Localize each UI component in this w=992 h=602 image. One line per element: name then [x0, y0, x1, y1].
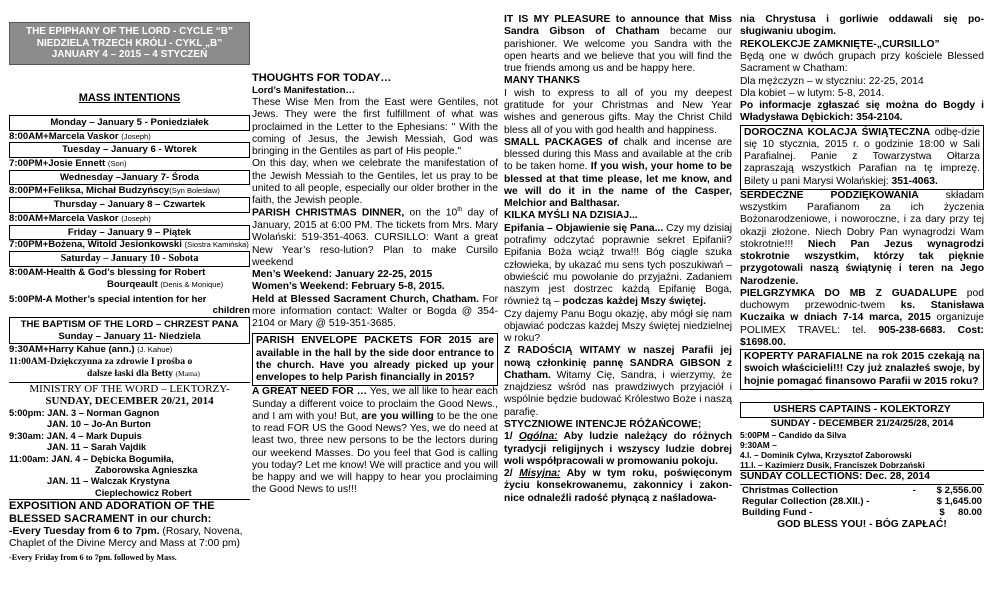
- table-row: Building Fund - $ 80.00: [742, 507, 982, 519]
- title-line-3: JANUARY 4 – 2015 – 4 STYCZEŃ: [51, 49, 208, 60]
- thoughts-heading: THOUGHTS FOR TODAY…: [252, 72, 392, 84]
- exposition-friday: -Every Friday from 6 to 7pm. followed by Mass.: [9, 552, 177, 562]
- mass-entry: 9:30AM+Harry Kahue (ann.) (J. Kahue): [9, 344, 173, 356]
- thoughts-column: [252, 0, 498, 602]
- mass-entry: 11:00AM-Dziękczynna za zdrowie I prośba o dalsze łaski dla Betty (Mama): [9, 356, 200, 379]
- saturday-header: Saturday – January 10 - Sobota: [9, 251, 250, 267]
- intention-continuation: nia Chrystusa i gorliwie oddawali się po-sługiwaniu ubogim.: [740, 14, 984, 38]
- mass-entry: 7:00PM+Bożena, Witold Jesionkowski (Siostra Kamińska): [9, 239, 249, 251]
- bulletin-title-banner: [9, 22, 250, 65]
- collections-table: [740, 485, 984, 519]
- envelope-packets-notice: PARISH ENVELOPE PACKETS FOR 2015 are available in the hall by the side door entrance to the church. Have you already picked up your envelopes to help Parish financially in 2015?: [252, 333, 498, 386]
- ushers-heading: USHERS CAPTAINS - KOLEKTORZY: [740, 402, 984, 419]
- small-packages-text: SMALL PACKAGES of chalk and incense are blessed during this Mass and available at the crib to be taken home. If you wish, your home to be blessed at that time please, let me know, and we will do it in the name of the Casper, Melchior and Balthasar.: [504, 136, 732, 210]
- thanks-text: I wish to express to all of you my deepest gratitude for your Christmas and New Year wishes and generous gifts. May the Christ Child bless all of you with god health and happiness.: [504, 87, 732, 136]
- table-row: Christmas Collection - $ 2,556.00: [742, 484, 982, 496]
- epifania-question: Czy dajemy Panu Bogu okazję, aby mógł się nam objawiać podczas każdej Mszy świętej niedzielnej w roku?: [504, 308, 732, 345]
- mass-intentions-heading: MASS INTENTIONS: [78, 91, 181, 104]
- title-line-1: THE EPIPHANY OF THE LORD - CYCLE “B”: [25, 26, 234, 37]
- monday-header: Monday – January 5 - Poniedziałek: [9, 115, 250, 131]
- exposition-heading: EXPOSITION AND ADORATION OF THE BLESSED SACRAMENT in our church:: [9, 499, 250, 526]
- exposition-tuesday: -Every Tuesday from 6 to 7pm. (Rosary, Novena, Chaplet of the Divine Mercy and Mass at 7:00 pm): [9, 526, 243, 550]
- mass-entry: 7:00PM+Josie Ennett (Son): [9, 158, 127, 170]
- radoscia-text: Z RADOŚCIĄ WITAMY w naszej Parafii jej nową członkinię pannę SANDRA GIBSON z Chatham. Witamy Cię, Sandra, i wierzymy, że znajdziesz wśród nas prawdziwych przyjaciół i wspólnie będzie budować Królestwo Boże i naszą parafię.: [504, 345, 732, 418]
- ushers-list: SUNDAY - DECEMBER 21/24/25/28, 2014 5:00PM – Candido da Silva 9:30AM – 4.l. – Dominik Cylwa, Krzysztof Zaborowski 11.l. – Kazimierz Dusik, Franciszek Dobrzański: [740, 418, 954, 471]
- mass-entry: 8:00PM+Feliksa, Michał Budzyńscy(Syn Bolesław): [9, 185, 220, 197]
- pilgrimage-text: PIELGRZYMKA DO MB Z GUADALUPE pod duchowym przewodnic-twem ks. Stanisława Kuczaika w dniach 7-14 marca, 2015 organizuje POLIMEX TRAVEL: tel. 905-238-6683. Cost: $1698.00.: [740, 287, 984, 348]
- envelopes-polish-notice: KOPERTY PARAFIALNE na rok 2015 czekają na swoich właścicieli!!! Czy już znalazłeś swoje, by hojnie pomagać finansowo Parafii w 2015 roku?: [740, 349, 984, 390]
- epifania-text: Epifania – Objawienie się Pana... Czy my dzisiaj potrafimy odczytać poprawnie sekret Epifanii? Epifania Boża wciąż trwa!!! Bóg ciągle szuka człowieka, by ukazać mu sens tych poszukiwań – obwieścić mu powołanie do przyjaźni. Zadaniem naszym jest dostrzec każdą Epifanię Boga, również tą – podczas każdej Mszy świętej.: [504, 222, 732, 308]
- intention-general: 1/ Ogólna: Aby ludzie należący do różnych tyradycji religijnych i wszyscy ludzie dobrej woli współpracowali w promowaniu pokoju.: [504, 431, 732, 467]
- title-line-2: NIEDZIELA TRZECH KRÓLI - CYKL „B”: [36, 37, 223, 49]
- rosary-intentions-heading: STYCZNIOWE INTENCJE RÓŻAŃCOWE;: [504, 418, 702, 430]
- thursday-header: Thursday – January 8 – Czwartek: [9, 197, 250, 213]
- announcements-column: [504, 0, 732, 602]
- friday-header: Friday – January 9 – Piątek: [9, 225, 250, 241]
- mass-entry: 8:00AM+Marcela Vaskor (Joseph): [9, 212, 151, 224]
- manifestation-text: These Wise Men from the East were Gentiles, not Jews. They were the first fulfillment of what was proclaimed in the Letter to the Ephesians: " With the coming of Jesus, the Jewish Messiah, God was bringing in the Gentiles as part of His people." On this day, when we celebrate the manifestation of the Jewish Messiah to the Gentiles, let us pray to be united to all people, especially our older brother in the faith, the Jewish people. PARISH CHRISTMAS DINNER, on the 10th day of January, 2015 at 6:00 PM. The tickets from Mrs. Mary Wolański: 519-351-4063. CURSILLO: Want a great New Year’s reso-lution? Plan to make Cursilo weekend Men’s Weekend: January 22-25, 2015 Women’s Weekend: February 5-8, 2015. Held at Blessed Sacrament Church, Chatham. For more information contact: Walter or Bogda @ 354-2104 or Mary @ 519-351-3685.: [252, 97, 498, 330]
- pleasure-announcement: IT IS MY PLEASURE to announce that Miss Sandra Gibson of Chatham became our parishioner. We welcome you Sandra with the open hearts and we believe that you will find the true friends among us and be happy here.: [504, 14, 732, 74]
- mass-entry: 5:00PM-A Mother’s special intention for her children: [9, 293, 250, 317]
- thanks-polish-text: SERDECZNE PODZIĘKOWANIA składam wszystkim Parafianom za ich życzenia Bożonarodzeniowe, i noworoczne, i za dary przy tej okazji złożone. Niech Dobry Pan wynagrodzi Wam stokrotnie!!! Niech Pan Jezus wynagrodzi stokrotnie wszystkim, którzy tak pięknie przygotowali naszą świątynię i teren na Jego Narodzenie.: [740, 189, 984, 287]
- collections-heading: SUNDAY COLLECTIONS: Dec. 28, 2014: [740, 470, 984, 485]
- mass-intentions-column: [9, 0, 250, 602]
- intention-missionary: 2/ Misyjna: Aby w tym roku, poświęconym życiu konsekrowanemu, zakonnicy i zakon-nice odnaleźli radość płynącą z naśladowa-: [504, 468, 732, 504]
- god-bless-footer: GOD BLESS YOU! - BÓG ZAPŁAĆ!: [777, 518, 947, 530]
- mass-entry: 8:00AM-Health & God’s blessing for Robert Bourqeault (Denis & Monique): [9, 267, 224, 290]
- manifestation-heading: Lord’s Manifestation…: [252, 85, 356, 97]
- kilka-mysli-heading: KILKA MYŚLI NA DZISIAJ...: [504, 210, 638, 222]
- table-row: Regular Collection (28.XII.) - $ 1,645.00: [742, 496, 982, 508]
- cursillo-heading: REKOLEKCJE ZAMKNIĘTE-„CURSILLO”: [740, 38, 940, 50]
- wednesday-header: Wednesday –January 7- Środa: [9, 170, 250, 186]
- lectors-list: 5:00pm: JAN. 3 – Norman Gagnon JAN. 10 – Jo-An Burton 9:30am: JAN. 4 – Mark Dupuis JAN. 11 – Sarah Vajdik 11:00am: JAN. 4 – Dębicka Bogumiła, Zaborowska Agnieszka JAN. 11 – Walczak Krystyna Cieplechowicz Robert: [9, 407, 198, 498]
- polish-notices-column: [740, 0, 984, 602]
- mass-entry: 8:00AM+Marcela Vaskor (Joseph): [9, 130, 151, 142]
- christmas-dinner-notice: DOROCZNA KOLACJA ŚWIĄTECZNA odbę-dzie się 10 stycznia, 2015 r. o godzinie 18:00 w Sali Parafialnej. Panie z Towarzystwa Ołtarza zapraszają wszystkich Parafian na tę imprezę. Bilety u pani Marysi Wolańskiej: 351-4063.: [740, 125, 984, 190]
- thanks-heading: MANY THANKS: [504, 75, 580, 87]
- cursillo-text: Będą one w dwóch grupach przy kościele Blessed Sacrament w Chatham: Dla mężczyzn – w styczniu: 22-25, 2014 Dla kobiet – w lutym: 5-8, 2014. Po informacje zgłaszać się można do Bogdy i Władysława Dębickich: 354-2104.: [740, 51, 984, 124]
- tuesday-header: Tuesday – January 6 - Wtorek: [9, 142, 250, 158]
- great-need-text: A GREAT NEED FOR … Yes, we all like to hear each Sunday a different voice to proclaim the Good News., and I am with you! But, are you willing to be the one to read FOR US the Good News? Yes, we do need at least two, three new persons to be the lectors during our weekend Masses. Do you feel that God is calling you today? Let me know! We will practice and you will be happy and we will happy to hear you proclaiming the Good News to us!!!: [252, 386, 498, 496]
- ministry-heading: MINISTRY OF THE WORD – LEKTORZY- SUNDAY, DECEMBER 20/21, 2014: [9, 382, 250, 408]
- baptism-header: THE BAPTISM OF THE LORD – CHRZEST PANA Sunday – January 11- Niedziela: [9, 317, 250, 344]
